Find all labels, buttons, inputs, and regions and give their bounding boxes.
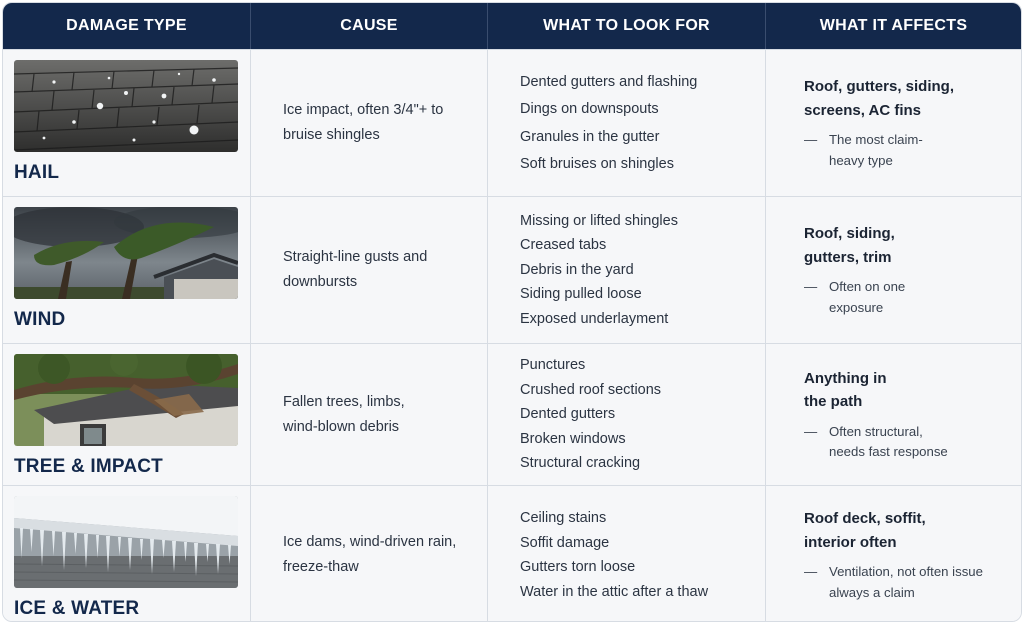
list-item: Ceiling stains: [520, 510, 607, 526]
header-what-to-look-for: WHAT TO LOOK FOR: [488, 3, 766, 49]
header-damage-type: DAMAGE TYPE: [3, 3, 251, 49]
damage-type-label: HAIL: [14, 162, 60, 183]
header-cause: CAUSE: [251, 3, 488, 49]
wind-storm-photo: [14, 207, 238, 299]
list-item: Structural cracking: [520, 455, 641, 472]
list-item: Water in the attic after a thaw: [520, 583, 709, 600]
icicles-roof-photo: [14, 496, 238, 588]
cause-cell: [251, 197, 488, 343]
list-item: Siding pulled loose: [520, 286, 642, 303]
list-item: Crushed roof sections: [520, 381, 662, 398]
note-dash: —: [804, 279, 818, 294]
list-item: Soffit damage: [520, 534, 610, 551]
table-header: [3, 3, 1021, 49]
note-text: Often structural, needs fast response: [829, 423, 948, 459]
affects-main: Roof, gutters, siding, screens, AC fins: [804, 78, 954, 119]
note-dash: —: [804, 132, 818, 147]
fallen-tree-photo: [14, 354, 238, 446]
cause-text: Straight-line gusts and downbursts: [283, 249, 428, 290]
list-item: Creased tabs: [520, 237, 607, 254]
affects-note: [804, 277, 1011, 318]
list-item: Punctures: [520, 357, 586, 374]
affects-main: Roof deck, soffit, interior often: [804, 510, 926, 551]
affects-note: [804, 562, 1011, 603]
look-for-cell: [488, 50, 766, 196]
affects-cell: [766, 197, 1021, 343]
note-dash: —: [804, 423, 818, 439]
note-text: Ventilation, not often issue always a claim: [829, 564, 983, 600]
note-text: Often on one exposure: [829, 279, 906, 315]
hail-shingles-photo: [14, 60, 238, 152]
list-item: Gutters torn loose: [520, 559, 636, 575]
table-row-wind: [3, 196, 1021, 343]
damage-types-table: [2, 2, 1022, 622]
affects-note: [804, 422, 1011, 463]
list-item: Dings on downspouts: [520, 101, 659, 117]
list-item: Broken windows: [520, 430, 626, 447]
list-item: Dented gutters: [520, 406, 616, 423]
look-for-cell: [488, 486, 766, 622]
look-for-cell: [488, 197, 766, 343]
list-item: Soft bruises on shingles: [520, 156, 674, 172]
affects-cell: [766, 50, 1021, 196]
affects-main: Anything in the path: [804, 369, 887, 410]
cause-cell: [251, 344, 488, 485]
damage-type-cell: [3, 486, 251, 622]
list-item: Debris in the yard: [520, 261, 634, 278]
table-row-ice-water: [3, 485, 1021, 622]
list-item: Missing or lifted shingles: [520, 212, 678, 229]
damage-type-cell: [3, 344, 251, 485]
damage-type-label: ICE & WATER: [14, 598, 140, 619]
list-item: Dented gutters and flashing: [520, 73, 698, 90]
cause-cell: [251, 50, 488, 196]
note-text: The most claim-heavy type: [829, 132, 923, 168]
table-row-tree-impact: [3, 343, 1021, 485]
list-item: Granules in the gutter: [520, 128, 660, 145]
note-dash: —: [804, 564, 818, 579]
cause-text: Ice dams, wind-driven rain, freeze-thaw: [283, 534, 457, 575]
damage-type-cell: [3, 197, 251, 343]
affects-cell: [766, 486, 1021, 622]
affects-cell: [766, 344, 1021, 485]
cause-cell: [251, 486, 488, 622]
damage-type-cell: [3, 50, 251, 196]
cause-text: Fallen trees, limbs, wind-blown debris: [283, 393, 405, 435]
cause-text: Ice impact, often 3/4"+ to bruise shingles: [283, 102, 444, 143]
damage-type-label: TREE & IMPACT: [14, 456, 163, 477]
affects-main: Roof, siding, gutters, trim: [804, 225, 895, 266]
look-for-cell: [488, 344, 766, 485]
header-what-it-affects: WHAT IT AFFECTS: [819, 17, 968, 34]
affects-note: [804, 130, 1011, 171]
list-item: Exposed underlayment: [520, 310, 669, 327]
damage-type-label: WIND: [14, 309, 66, 330]
table-row-hail: [3, 49, 1021, 196]
